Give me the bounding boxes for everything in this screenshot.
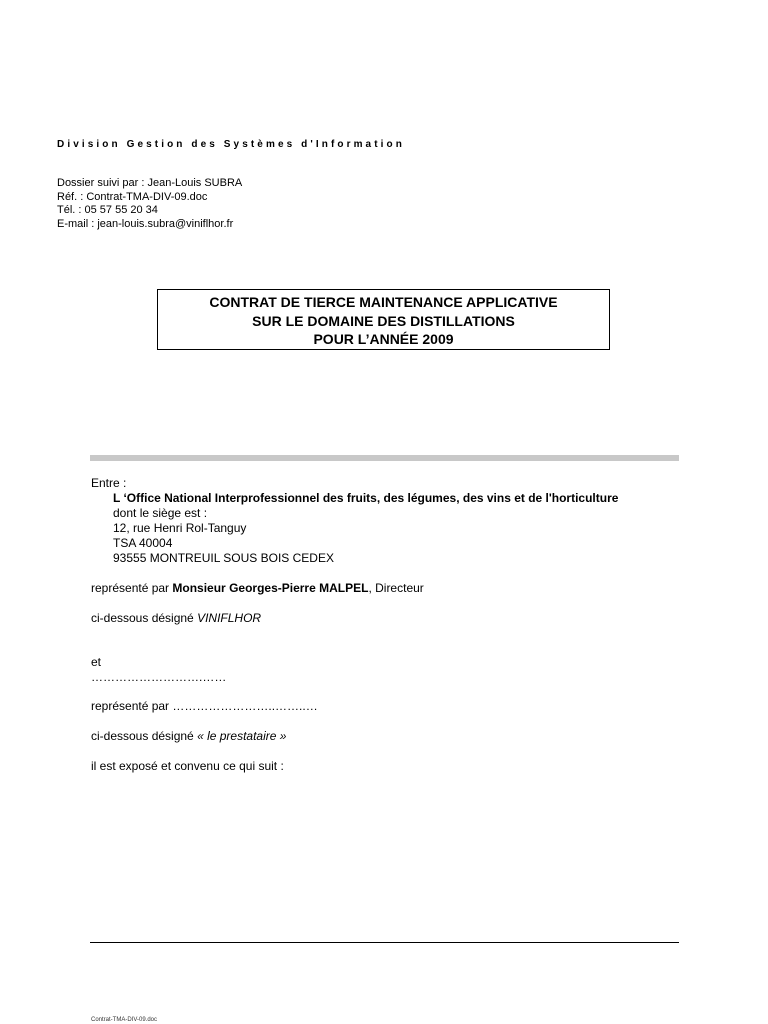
designe-prefix: ci-dessous désigné bbox=[91, 611, 198, 625]
represente2-blank: ……………………..……..… bbox=[172, 699, 318, 713]
expose-line: il est exposé et convenu ce qui suit : bbox=[91, 759, 284, 773]
represente-suffix: , Directeur bbox=[368, 581, 424, 595]
siege-label: dont le siège est : bbox=[113, 506, 208, 520]
contact-ref: Réf. : Contrat-TMA-DIV-09.doc bbox=[57, 190, 208, 203]
contact-email: E-mail : jean-louis.subra@viniflhor.fr bbox=[57, 217, 234, 230]
title-line-1: CONTRAT DE TIERCE MAINTENANCE APPLICATIVE bbox=[209, 294, 558, 310]
represente-prefix: représenté par bbox=[91, 581, 173, 595]
represente-line bbox=[91, 581, 424, 596]
contact-dossier: Dossier suivi par : Jean-Louis SUBRA bbox=[57, 177, 243, 189]
designe2-prefix: ci-dessous désigné bbox=[91, 729, 198, 743]
designe-name: VINIFLHOR bbox=[197, 611, 262, 625]
title-line-2: SUR LE DOMAINE DES DISTILLATIONS bbox=[252, 312, 515, 329]
entre-label: Entre : bbox=[91, 476, 127, 490]
represente2-line bbox=[91, 699, 318, 714]
et-label: et bbox=[91, 655, 102, 669]
footer-divider bbox=[90, 942, 679, 943]
address-tsa: TSA 40004 bbox=[113, 536, 173, 550]
footer-filename: Contrat-TMA-DIV-09.doc bbox=[91, 1017, 158, 1023]
contact-block bbox=[57, 177, 242, 231]
represente2-prefix: représenté par bbox=[91, 699, 173, 713]
contract-title-box bbox=[157, 289, 610, 350]
address-city: 93555 MONTREUIL SOUS BOIS CEDEX bbox=[113, 551, 334, 565]
section-divider bbox=[90, 455, 679, 461]
prestataire-name-blank: ……………………….…… bbox=[91, 670, 227, 684]
designe2-name: « le prestataire » bbox=[197, 729, 287, 743]
represente-name: Monsieur Georges-Pierre MALPEL bbox=[172, 581, 369, 595]
address-street: 12, rue Henri Rol-Tanguy bbox=[113, 521, 247, 535]
office-name: L ‘Office National Interprofessionnel des fruits, des légumes, des vins et de l'horticulture bbox=[113, 491, 619, 505]
title-line-3: POUR L’ANNÉE 2009 bbox=[313, 331, 454, 347]
designe2-line bbox=[91, 729, 286, 744]
designe-line bbox=[91, 611, 261, 626]
division-heading: Division Gestion des Systèmes d'Information bbox=[57, 139, 405, 150]
contact-tel: Tél. : 05 57 55 20 34 bbox=[57, 204, 158, 216]
